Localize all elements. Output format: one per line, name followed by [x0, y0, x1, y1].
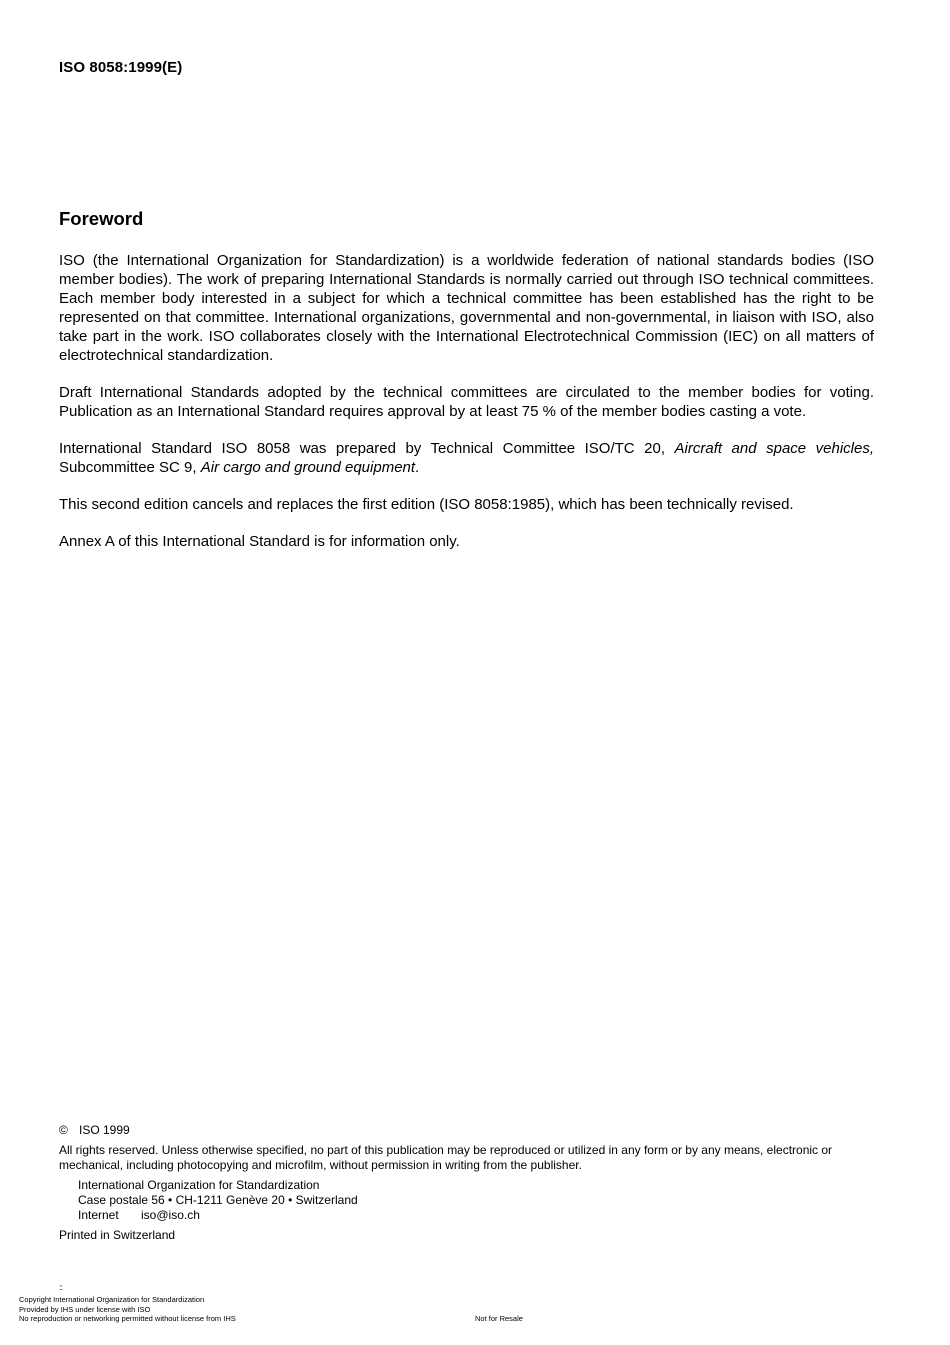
paragraph-3-mid: Subcommittee SC 9, — [59, 459, 201, 476]
rights-statement: All rights reserved. Unless otherwise specified, no part of this publication may be reproduced or utilized in any form or by any means, electronic or mechanical, including photocopying and microfilm, without permission in writing from the publisher. — [59, 1143, 833, 1172]
footer-marks: :: — [59, 1283, 62, 1292]
licence-line-2: Provided by IHS under license with ISO — [19, 1304, 151, 1314]
licence-footer — [19, 1295, 236, 1324]
paragraph-3-end: . — [415, 459, 420, 476]
paragraph-3-prefix: International Standard ISO 8058 was prepared by Technical Committee ISO/TC 20, — [59, 440, 675, 457]
licence-line-1: Copyright International Organization for Standardization — [19, 1295, 205, 1304]
foreword-paragraph-3 — [59, 439, 874, 477]
internet-email: iso@iso.ch — [141, 1208, 200, 1222]
subcommittee-title: Air cargo and ground equipment — [200, 459, 416, 476]
foreword-body — [59, 251, 874, 569]
foreword-paragraph-2: Draft International Standards adopted by the technical committees are circulated to the member bodies for voting. Publication as an International Standard requires approval by at least 75 % of the member bodies casting a vote. — [59, 384, 874, 420]
foreword-paragraph-1: ISO (the International Organization for Standardization) is a worldwide federation of national standards bodies (ISO member bodies). The work of preparing International Standards is normally carried out through ISO technical committees. Each member body interested in a subject for which a technical committee has been established has the right to be represented on that committee. International organizations, governmental and non-governmental, in liaison with ISO, also take part in the work. ISO collaborates closely with the International Electrotechnical Commission (IEC) on all matters of electrotechnical standardization. — [59, 252, 874, 364]
licence-line-3: No reproduction or networking permitted without license from IHS — [19, 1314, 236, 1323]
document-identifier: ISO 8058:1999(E) — [59, 59, 183, 76]
copyright-year: ISO 1999 — [79, 1123, 130, 1137]
postal-address: Case postale 56 • CH-1211 Genève 20 • Switzerland — [78, 1193, 358, 1207]
not-for-resale-label: Not for Resale — [475, 1314, 523, 1323]
iso-address — [78, 1178, 358, 1223]
committee-title: Aircraft and space vehicles, — [674, 440, 874, 457]
copyright-symbol: © — [59, 1123, 68, 1137]
foreword-paragraph-5: Annex A of this International Standard is for information only. — [59, 533, 460, 550]
printed-in-statement: Printed in Switzerland — [59, 1228, 176, 1242]
internet-label: Internet — [78, 1208, 119, 1222]
organization-name: International Organization for Standardization — [78, 1178, 320, 1192]
foreword-paragraph-4: This second edition cancels and replaces the first edition (ISO 8058:1985), which has been technically revised. — [59, 496, 794, 513]
foreword-heading: Foreword — [59, 208, 144, 229]
internet-line — [78, 1208, 358, 1223]
copyright-line — [59, 1123, 130, 1138]
